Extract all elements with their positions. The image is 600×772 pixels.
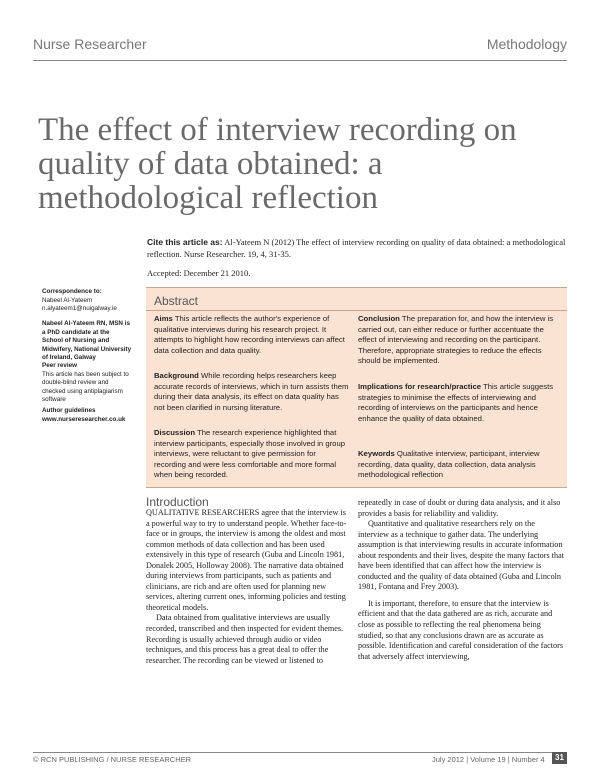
aims-label: Aims (154, 314, 173, 323)
footer-copyright: © RCN PUBLISHING / NURSE RESEARCHER (33, 755, 192, 764)
abstract-heading: Abstract (154, 294, 199, 308)
abstract-discussion (154, 428, 350, 481)
keywords-label: Keywords (358, 449, 395, 458)
footer-issue: July 2012 | Volume 19 | Number 4 (432, 755, 545, 764)
header-rule (33, 60, 567, 61)
peer-review-label: Peer review (42, 362, 78, 369)
author-guidelines-url[interactable]: www.nurseresearcher.co.uk (42, 415, 126, 423)
aims-text: This article reflects the author's experience of qualitative interviews during his research project. It attempts to highlight how recording interviews can affect data collection and data quality. (154, 314, 345, 355)
keywords-text: Qualitative interview, participant, interview recording, data quality, data collection, data analysis methodological reflection (358, 449, 540, 480)
peer-review-block (42, 362, 132, 405)
intro-paragraph: Quantitative and qualitative researchers rely on the interview as a technique to gather data. The underlying assumption is that interviewing results in accurate information about respondents and their lives, despite the many factors that have been identified that can affect how the interview is conducted and the quality of data obtained (Guba and Lincoln 1981, Fontana and Frey 2003). (358, 519, 564, 592)
citation (147, 236, 567, 260)
abstract-rule (146, 310, 567, 311)
abstract-implications (358, 382, 554, 424)
introduction-heading: Introduction (146, 495, 209, 509)
journal-name: Nurse Researcher (33, 36, 147, 52)
discussion-text: The research experience highlighted that interview participants, especially those involved in group interviews, were reluctant to give permission for recording and were less comfortable and more formal when being recorded. (154, 428, 346, 480)
page-number: 31 (552, 752, 567, 764)
correspondence-name: Nabeel Al-Yateem (42, 296, 93, 304)
author-guidelines-block (42, 407, 132, 424)
accepted-date: Accepted: December 21 2010. (147, 268, 251, 278)
peer-review-text: This article has been subject to double-blind review and checked using antiplagiarism software (42, 370, 129, 403)
background-text: While recording helps researchers keep accurate records of interviews, which in turn assists them during their data analysis, its effect on data quality has not been clarified in nursing literature. (154, 371, 349, 412)
correspondence-block (42, 288, 132, 314)
intro-paragraph: QUALITATIVE RESEARCHERS agree that the interview is a powerful way to try to understand people. Whether face-to-face or in groups, the interview is among the oldest and most common methods of data collection and has been used extensively in this type of research (Guba and Lincoln 1981, Donalek 2005, Holloway 2008). The narrative data obtained during interviews from participants, such as patients and clinicians, are rich and are often used for planning new services, altering current ones, informing policies and testing theoretical models. (146, 508, 347, 612)
intro-paragraph: Data obtained from qualitative interviews are usually recorded, transcribed and then inspected for evident themes. Recording is usually achieved through audio or video techniques, and this process has a great deal to offer the researcher. The recording can be viewed or listened to (146, 613, 344, 665)
correspondence-email[interactable]: n.alyateem1@nuigalway.ie (42, 305, 117, 312)
intro-column-1 (146, 508, 348, 666)
implications-text: This article suggests strategies to minimise the effects of interviewing and recording of interviews on the participants and hence enhance the quality of data obtained. (358, 382, 554, 423)
author-guidelines-label: Author guidelines (42, 407, 96, 414)
citation-text: Al-Yateem N (2012) The effect of interview recording on quality of data obtained: a methodological reflection. Nurse Researcher. 19, 4, 31-35. (147, 237, 566, 259)
abstract-aims (154, 314, 350, 356)
intro-column-2 (358, 498, 566, 662)
footer-rule (33, 752, 567, 753)
intro-paragraph: repeatedly in case of doubt or during data analysis, and it also provides a basis for reliability and validity. (358, 498, 561, 518)
abstract-conclusion (358, 314, 554, 367)
discussion-label: Discussion (154, 428, 196, 437)
section-name: Methodology (486, 36, 567, 52)
citation-label: Cite this article as: (147, 237, 223, 247)
author-bio: Nabeel Al-Yateem RN, MSN is a PhD candidate at the School of Nursing and Midwifery, National University of Ireland, Galway (42, 320, 132, 361)
article-title: The effect of interview recording on quality of data obtained: a methodological reflection (38, 112, 517, 216)
abstract-keywords (358, 449, 554, 481)
correspondence-label: Correspondence to: (42, 288, 102, 295)
conclusion-label: Conclusion (358, 314, 400, 323)
conclusion-text: The preparation for, and how the interview is carried out, can either reduce or further accentuate the effect of interviewing and recording on the participant. Therefore, appropriate strategies to reduce the effects should be implemented. (358, 314, 554, 366)
background-label: Background (154, 371, 199, 380)
abstract-background (154, 371, 350, 413)
implications-label: Implications for research/practice (358, 382, 482, 391)
intro-paragraph: It is important, therefore, to ensure that the interview is efficient and that the data gathered are as rich, accurate and close as possible to reflecting the real phenomena being studied, so that any conclusions drawn are as accurate as possible. Identification and careful consideration of the factors that adversely affect interviewing, (358, 598, 564, 661)
